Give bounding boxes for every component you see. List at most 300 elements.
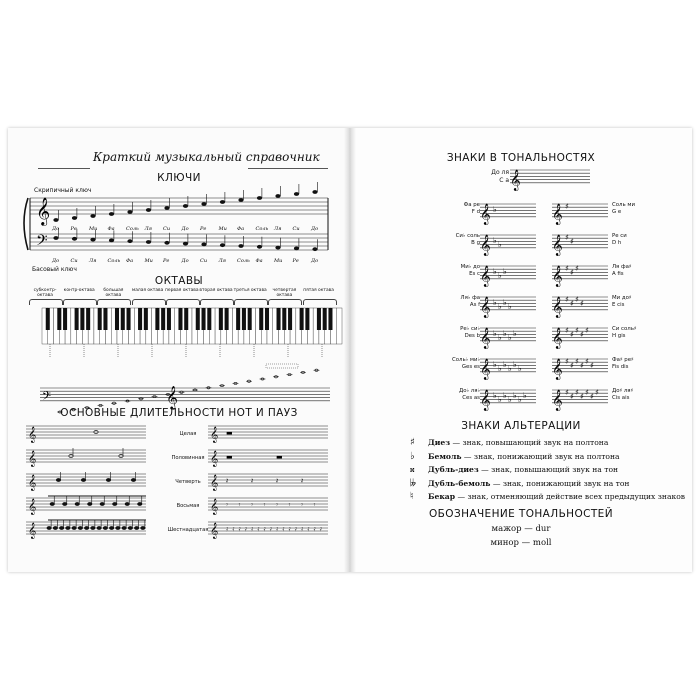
sharp-icon: ♯: [575, 326, 579, 335]
treble-note: [90, 214, 95, 218]
duration-note: [59, 527, 63, 530]
duration-rest: 𝄽: [276, 477, 279, 485]
duration-note: [72, 527, 76, 530]
key-name-lat: Cis ais: [612, 395, 630, 401]
flat-icon: ♭: [498, 271, 502, 280]
ottava-mark: [266, 364, 298, 368]
duration-note: [53, 527, 57, 530]
treble-note: [127, 210, 132, 214]
sharp-icon: ♯: [565, 264, 569, 273]
treble-note: [72, 216, 77, 220]
octave-bracket: [97, 299, 131, 305]
alteration-symbol-icon: ♮: [410, 491, 414, 503]
header-rule-right: [248, 168, 328, 169]
black-key: [75, 308, 79, 330]
treble-note-label: Си: [163, 226, 171, 232]
alteration-row: [410, 491, 685, 502]
flat-keys-column: [350, 198, 527, 428]
key-name-lat: B g: [471, 240, 480, 246]
bass-note: [53, 236, 58, 240]
octave-labels: [28, 288, 338, 308]
key-name-ru: Ми♭ до: [460, 264, 480, 270]
bass-note: [201, 243, 206, 247]
treble-clef-icon: 𝄞: [28, 451, 37, 467]
black-key: [98, 308, 102, 330]
key-name-ru: Фа♯ ре♯: [612, 357, 634, 363]
alterations-title: ЗНАКИ АЛЬТЕРАЦИИ: [461, 420, 581, 432]
duration-label: Четверть: [175, 479, 201, 485]
treble-clef-icon: 𝄞: [36, 197, 51, 225]
sharp-icon: ♯: [575, 295, 579, 304]
sharp-icon: ♯: [570, 299, 574, 308]
treble-note: [164, 206, 169, 210]
duration-note: [109, 527, 113, 530]
key-name-ru: Соль♭ ми♭: [451, 357, 480, 363]
key-name-ru: До♭ ля♭: [459, 388, 480, 394]
duration-note: [66, 527, 70, 530]
treble-clef-icon: 𝄞: [28, 475, 37, 491]
black-key: [300, 308, 304, 330]
key-name-lat: Ces as: [462, 395, 480, 401]
alteration-description: — знак, понижающий звук на тон: [490, 478, 630, 488]
bass-note-label: Соль: [107, 258, 121, 264]
black-key: [167, 308, 171, 330]
sharp-icon: ♯: [565, 326, 569, 335]
black-key: [161, 308, 165, 330]
bass-note-label: Ми: [144, 258, 153, 264]
duration-rest: 𝄽: [301, 477, 304, 485]
octave-label: субконтр-октава: [33, 288, 57, 298]
sharp-icon: ♯: [575, 264, 579, 273]
treble-clef-icon: 𝄞: [480, 359, 491, 380]
bass-note: [183, 242, 188, 246]
key-name-lat: F d: [471, 209, 480, 215]
key-label: [450, 264, 480, 278]
duration-note: [134, 527, 138, 530]
white-key: [336, 308, 342, 344]
treble-clef-icon: 𝄞: [480, 204, 491, 225]
treble-note: [183, 204, 188, 208]
piano-keyboard: [42, 308, 342, 360]
alteration-description: — знак, отменяющий действие всех предыдущих знаков: [455, 492, 686, 502]
key-label: [450, 233, 480, 247]
bass-clef-icon: 𝄢: [42, 390, 52, 406]
bass-note-label: Ля: [89, 258, 97, 264]
duration-rest: 𝄾: [251, 501, 253, 509]
black-key: [63, 308, 67, 330]
duration-rest: ▬: [226, 429, 233, 437]
treble-note-label: До: [181, 226, 189, 232]
sharp-icon: ♯: [565, 233, 569, 242]
bass-clef-label: Басовый ключ: [32, 266, 77, 273]
duration-rest: 𝄿: [232, 525, 235, 533]
black-key: [225, 308, 229, 330]
treble-note-label: Ми: [89, 226, 98, 232]
treble-clef-icon: 𝄞: [480, 297, 491, 318]
treble-clef-icon: 𝄞: [480, 266, 491, 287]
flat-icon: ♭: [508, 333, 512, 342]
duration-note: [131, 479, 135, 482]
duration-rest: ▬: [226, 453, 233, 461]
treble-note: [146, 208, 151, 212]
bass-note-label: Фа: [255, 258, 263, 264]
treble-note-label: Ля: [274, 226, 282, 232]
key-name-lat: D h: [612, 240, 622, 246]
treble-note: [109, 212, 114, 216]
bass-note-label: Фа: [126, 258, 134, 264]
key-label: [612, 388, 642, 402]
flat-icon: ♭: [493, 391, 497, 400]
treble-note: [220, 200, 225, 204]
black-key: [57, 308, 61, 330]
black-key: [80, 308, 84, 330]
key-name-ru: До♯ ля♯: [612, 388, 634, 394]
duration-note: [100, 503, 104, 506]
bass-note-label: До: [52, 258, 60, 264]
treble-clef-icon: 𝄞: [552, 235, 563, 256]
black-key: [305, 308, 309, 330]
right-page: [350, 128, 692, 572]
treble-clef-icon: 𝄞: [28, 427, 37, 443]
header-rule-left: [38, 168, 90, 169]
alteration-row: [410, 464, 618, 475]
key-name-lat: Des b: [464, 333, 480, 339]
duration-rest: ▬: [276, 453, 283, 461]
bass-note: [72, 237, 77, 241]
key-name-lat: E cis: [612, 302, 625, 308]
duration-note: [47, 527, 51, 530]
flat-icon: ♭: [513, 329, 517, 338]
key-label: [450, 295, 480, 309]
black-key: [207, 308, 211, 330]
treble-note: [312, 190, 317, 194]
sharp-icon: ♯: [580, 392, 584, 401]
sharp-icon: ♯: [585, 326, 589, 335]
duration-rest: 𝄾: [238, 501, 241, 509]
bass-note: [312, 247, 317, 251]
flat-icon: ♭: [508, 395, 512, 404]
black-key: [184, 308, 188, 330]
black-key: [138, 308, 142, 330]
center-key-lat: C a: [499, 177, 509, 184]
duration-note: [84, 527, 88, 530]
duration-rest: 𝄿: [251, 525, 254, 533]
key-name-ru: Ре си: [612, 233, 627, 239]
brace: [24, 198, 28, 250]
flat-icon: ♭: [498, 395, 502, 404]
key-name-ru: Си♭ соль: [455, 233, 480, 239]
key-label: [450, 388, 480, 402]
key-label: [450, 326, 480, 340]
bass-note-label: Соль: [237, 258, 250, 264]
treble-clef-label: Скрипичный ключ: [34, 187, 92, 194]
treble-note: [201, 202, 206, 206]
treble-note-label: Соль: [126, 226, 139, 232]
sharp-icon: ♯: [590, 361, 594, 370]
sharp-icon: ♯: [585, 388, 589, 397]
alteration-row: [410, 451, 620, 462]
alteration-description: — знак, повышающий звук на тон: [478, 465, 619, 475]
duration-note: [50, 503, 54, 506]
alteration-name: Бемоль: [428, 451, 462, 461]
duration-rest: 𝄿: [294, 525, 297, 533]
duration-rest: 𝄿: [257, 525, 260, 533]
treble-clef-icon: 𝄞: [210, 475, 219, 491]
key-label: [612, 233, 642, 247]
black-key: [317, 308, 321, 330]
treble-note-label: Фа: [237, 226, 245, 232]
treble-clef-icon: 𝄞: [552, 204, 563, 225]
duration-label: Половинная: [171, 455, 205, 461]
duration-rest: 𝄾: [301, 501, 303, 509]
alteration-name: Дубль-бемоль: [428, 478, 491, 488]
bass-note: [90, 238, 95, 242]
treble-note: [294, 192, 299, 196]
key-name-lat: Ges es: [461, 364, 480, 370]
duration-note: [138, 503, 142, 506]
minor-label: минор — moll: [490, 538, 552, 548]
alteration-symbol-icon: ♭: [410, 450, 415, 462]
black-key: [323, 308, 327, 330]
key-label: [450, 202, 480, 216]
duration-rest: 𝄾: [288, 501, 291, 509]
treble-note-label: Си: [292, 226, 300, 232]
bass-note-label: Ми: [274, 258, 283, 264]
tonality-title: ОБОЗНАЧЕНИЕ ТОНАЛЬНОСТЕЙ: [429, 508, 613, 520]
key-signature-staff: [552, 353, 612, 383]
alteration-name: Бекар: [428, 492, 456, 502]
treble-clef-icon: 𝄞: [210, 451, 219, 467]
duration-rest: 𝄿: [282, 525, 285, 533]
key-name-lat: As f: [469, 302, 480, 308]
key-name-lat: G e: [612, 209, 622, 215]
sharp-icon: ♯: [565, 388, 569, 397]
duration-rest: 𝄾: [263, 501, 266, 509]
bass-note: [109, 239, 114, 243]
alteration-name: Дубль-диез: [428, 465, 479, 475]
black-key: [202, 308, 206, 330]
duration-label: Шестнадцатая: [167, 527, 209, 533]
sharp-icon: ♯: [570, 268, 574, 277]
sharp-icon: ♯: [575, 388, 579, 397]
flat-icon: ♭: [508, 302, 512, 311]
duration-rest: 𝄾: [313, 501, 316, 509]
black-key: [248, 308, 252, 330]
key-name-ru: Ля фа♯: [612, 264, 632, 270]
key-name-ru: Фа ре: [463, 202, 480, 208]
sharp-icon: ♯: [565, 202, 569, 211]
bass-note: [146, 240, 151, 244]
flat-icon: ♭: [523, 391, 527, 400]
left-page: [8, 128, 350, 572]
key-label: [612, 264, 642, 278]
black-key: [265, 308, 269, 330]
duration-note: [128, 527, 132, 530]
duration-note: [75, 503, 79, 506]
black-key: [127, 308, 131, 330]
treble-clef-icon: 𝄞: [510, 170, 521, 191]
black-key: [277, 308, 281, 330]
key-name-ru: Ми до♯: [612, 295, 632, 301]
black-key: [196, 308, 200, 330]
treble-clef-icon: 𝄞: [552, 266, 563, 287]
treble-note-label: Ля: [144, 226, 152, 232]
flat-icon: ♭: [508, 364, 512, 373]
duration-rest: 𝄿: [288, 525, 291, 533]
flat-icon: ♭: [498, 302, 502, 311]
duration-rest: 𝄽: [251, 477, 254, 485]
alteration-symbol-icon: 𝄫: [410, 477, 417, 489]
key-name-ru: Соль ми: [612, 202, 635, 208]
duration-rest: 𝄽: [226, 477, 229, 485]
duration-rest: 𝄿: [313, 525, 316, 533]
flat-icon: ♭: [498, 364, 502, 373]
flat-icon: ♭: [513, 360, 517, 369]
sharp-icon: ♯: [570, 392, 574, 401]
bass-note: [220, 243, 225, 247]
key-label: [612, 295, 642, 309]
treble-note-label: До: [52, 226, 60, 232]
duration-rest: 𝄿: [263, 525, 266, 533]
duration-note: [106, 479, 110, 482]
black-key: [242, 308, 246, 330]
alteration-name: Диез: [428, 438, 451, 447]
octave-bracket: [63, 299, 97, 305]
flat-icon: ♭: [493, 298, 497, 307]
treble-clef-icon: 𝄞: [480, 235, 491, 256]
octave-label: четвертая октава: [272, 288, 297, 298]
duration-note: [103, 527, 107, 530]
key-signature-staff: [552, 384, 612, 414]
key-label: [612, 202, 642, 216]
flat-icon: ♭: [503, 298, 507, 307]
duration-rest: 𝄾: [276, 501, 278, 509]
booklet-spread: [8, 128, 692, 572]
black-key: [236, 308, 240, 330]
flat-icon: ♭: [493, 236, 497, 245]
octave-label: большая октава: [103, 288, 124, 298]
key-label: [612, 326, 642, 340]
duration-note: [56, 479, 60, 482]
keys-title: КЛЮЧИ: [157, 172, 201, 184]
treble-note: [257, 196, 262, 200]
black-key: [288, 308, 292, 330]
key-name-lat: Es c: [469, 271, 480, 277]
black-key: [103, 308, 107, 330]
treble-note-label: Ре: [200, 226, 207, 232]
alteration-description: — знак, понижающий звук на полтона: [461, 451, 620, 461]
black-key: [219, 308, 223, 330]
key-signature-staff: [552, 198, 612, 228]
bass-note: [238, 244, 243, 248]
sharp-icon: ♯: [565, 357, 569, 366]
key-signature-staff: [552, 291, 612, 321]
duration-rest: 𝄿: [307, 525, 310, 533]
bass-note: [294, 247, 299, 251]
bass-note-label: Си: [200, 258, 208, 264]
sharp-icon: ♯: [580, 330, 584, 339]
spine-gutter: [344, 128, 356, 572]
sharp-icon: ♯: [575, 357, 579, 366]
duration-note: [88, 503, 92, 506]
bass-note-label: Ля: [218, 258, 226, 264]
sharp-icon: ♯: [585, 357, 589, 366]
center-key-ru: До ля: [491, 169, 509, 176]
flat-icon: ♭: [493, 360, 497, 369]
sharp-icon: ♯: [580, 299, 584, 308]
bass-note-label: До: [311, 258, 319, 264]
treble-clef-icon: 𝄞: [552, 328, 563, 349]
flat-icon: ♭: [493, 205, 497, 214]
sharp-icon: ♯: [570, 237, 574, 246]
treble-clef-icon: 𝄞: [552, 390, 563, 411]
treble-note: [53, 218, 58, 222]
flat-icon: ♭: [493, 267, 497, 276]
bass-note: [275, 246, 280, 250]
key-label: [450, 357, 480, 371]
treble-clef-icon: 𝄞: [480, 328, 491, 349]
black-key: [121, 308, 125, 330]
octave-label: пятая октава: [303, 288, 334, 293]
sharp-icon: ♯: [595, 388, 599, 397]
keysig-title: ЗНАКИ В ТОНАЛЬНОСТЯХ: [446, 152, 596, 164]
flat-icon: ♭: [503, 360, 507, 369]
durations-title: ОСНОВНЫЕ ДЛИТЕЛЬНОСТИ НОТ И ПАУЗ: [60, 407, 298, 419]
alteration-row: [410, 437, 608, 448]
sharp-keys-column: [530, 198, 692, 428]
treble-note-label: Фа: [107, 226, 115, 232]
octave-bracket: [166, 299, 200, 305]
duration-note: [113, 503, 117, 506]
duration-rest: 𝄿: [244, 525, 247, 533]
alteration-symbol-icon: 𝄪: [410, 464, 415, 476]
key-label: [612, 357, 642, 371]
key-signature-staff: [552, 229, 612, 259]
duration-rest: 𝄿: [301, 525, 304, 533]
duration-note: [81, 479, 85, 482]
key-name-lat: Fis dis: [612, 364, 629, 370]
sharp-icon: ♯: [570, 361, 574, 370]
octave-label: третья октава: [233, 288, 267, 293]
octave-bracket: [200, 299, 234, 305]
header-title: Краткий музыкальный справочник: [93, 150, 320, 164]
treble-clef-icon: 𝄞: [210, 427, 219, 443]
octave-label: контр-октава: [63, 288, 95, 293]
black-key: [155, 308, 159, 330]
treble-note-label: Ре: [70, 226, 77, 232]
key-name-ru: Ре♭ си♭: [460, 326, 480, 332]
duration-note: [116, 527, 120, 530]
black-key: [282, 308, 286, 330]
bass-clef-icon: 𝄢: [36, 232, 48, 253]
flat-icon: ♭: [503, 267, 507, 276]
flat-icon: ♭: [498, 240, 502, 249]
duration-note: [141, 527, 145, 530]
sharp-icon: ♯: [565, 295, 569, 304]
key-signature-staff: [552, 322, 612, 352]
center-key-label: [485, 169, 509, 185]
treble-clef-icon: 𝄞: [210, 523, 219, 539]
treble-note-label: До: [311, 226, 319, 232]
black-key: [259, 308, 263, 330]
black-key: [144, 308, 148, 330]
octave-label: малая октава: [131, 288, 164, 293]
octave-bracket: [29, 299, 63, 305]
duration-rest: 𝄿: [238, 525, 241, 533]
duration-note: [78, 527, 82, 530]
duration-rest: 𝄿: [226, 525, 229, 533]
flat-icon: ♭: [493, 329, 497, 338]
